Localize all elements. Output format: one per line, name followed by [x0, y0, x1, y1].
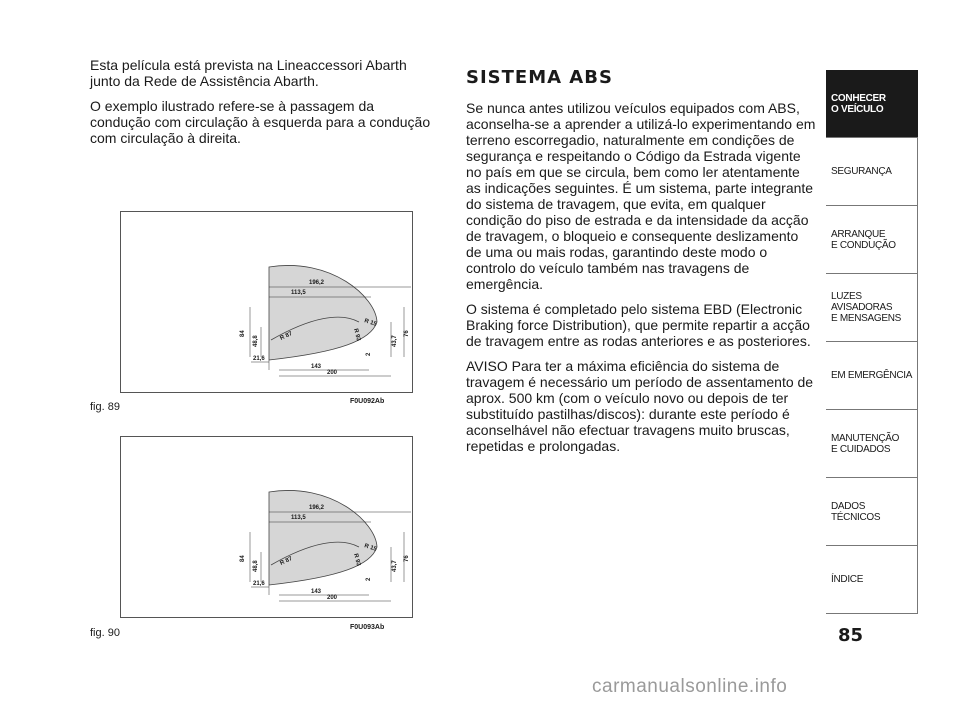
tab-em-emergencia[interactable] — [826, 342, 918, 410]
chapter-sidebar — [826, 70, 918, 614]
tab-dados-tecnicos[interactable] — [826, 478, 918, 546]
dim-196: 196,2 — [309, 280, 325, 286]
dim-143: 143 — [311, 364, 322, 370]
abs-section — [466, 67, 816, 463]
dim-76: 76 — [404, 555, 410, 562]
intro-paragraph-1: Esta película está prevista na Lineaccessori Abarth junto da Rede de Assistência Abarth. — [90, 57, 407, 89]
abs-paragraph-3: AVISO Para ter a máxima eficiência do sistema de travagem é necessário um período de assentamento de aprox. 500 km (com o veículo novo ou depois de ter substituído pastilhas/discos): durante este período é aconselhável não efectuar travagens muito bruscas, repetidas e prolongadas. — [466, 358, 814, 454]
page-number: 85 — [838, 625, 864, 646]
dim-r93: R 93 — [352, 552, 362, 567]
dim-r15: R 15 — [363, 318, 378, 328]
dim-196: 196,2 — [309, 505, 325, 511]
dim-84: 84 — [240, 330, 246, 337]
dim-48: 48,8 — [253, 560, 259, 572]
watermark: carmanualsonline.info — [592, 676, 788, 697]
tab-label: EM EMERGÊNCIA — [831, 370, 913, 381]
dim-2: 2 — [366, 352, 372, 356]
dim-84: 84 — [240, 555, 246, 562]
dim-76: 76 — [404, 330, 410, 337]
tab-arranque-e-conducao[interactable] — [826, 206, 918, 274]
intro-text — [90, 57, 438, 155]
dim-r93: R 93 — [352, 327, 362, 342]
dim-r87: R 87 — [279, 331, 294, 342]
dim-21: 21,6 — [253, 581, 265, 587]
dim-43: 43,7 — [392, 560, 398, 572]
tab-label: DADOS TÉCNICOS — [831, 500, 881, 523]
tab-label: MANUTENÇÃO E CUIDADOS — [831, 432, 900, 455]
abs-paragraph-2: O sistema é completado pelo sistema EBD (Electronic Braking force Distribution), que permite repartir a acção de travagem entre as rodas anteriores e as posteriores. — [466, 301, 811, 349]
tab-label: SEGURANÇA — [831, 166, 892, 177]
section-title: SISTEMA ABS — [466, 67, 613, 88]
dim-48: 48,8 — [253, 335, 259, 347]
abs-paragraph-1: Se nunca antes utilizou veículos equipados com ABS, aconselha-se a aprender a utilizá-lo experimentando em terreno escorregadio, naturalmente em condições de segurança e respeitando o Código da Estrada vigente no país em que se circula, bem como ler atentamente as indicações seguintes. É um sistema, parte integrante do sistema de travagem, que evita, em qualquer condição do piso de estrada e da intensidade da acção de travagem, o bloqueio e consequente deslizamento de uma ou mais rodas, garantindo deste modo o controlo do veículo também nas travagens de emergência. — [466, 100, 816, 292]
tab-label: ÍNDICE — [831, 574, 864, 585]
dim-200: 200 — [327, 595, 338, 601]
headlight-beam-diagram-90 — [121, 437, 412, 617]
figure-90-caption: fig. 90 — [90, 627, 120, 639]
figure-90-diagram — [120, 436, 413, 618]
tab-manutencao[interactable] — [826, 410, 918, 478]
dim-2: 2 — [366, 577, 372, 581]
figure-89-caption: fig. 89 — [90, 401, 120, 413]
dim-21: 21,6 — [253, 356, 265, 362]
dim-r15: R 15 — [363, 543, 378, 553]
intro-paragraph-2: O exemplo ilustrado refere-se à passagem da condução com circulação à esquerda para a condução com circulação à direita. — [90, 98, 431, 146]
tab-conhecer-o-veiculo[interactable] — [826, 70, 918, 138]
dim-113: 113,5 — [291, 290, 306, 296]
tab-luzes-avisadoras[interactable] — [826, 274, 918, 342]
headlight-beam-diagram-89 — [121, 212, 412, 392]
tab-label: ARRANQUE E CONDUÇÃO — [831, 228, 896, 251]
tab-seguranca[interactable] — [826, 138, 918, 206]
dim-113: 113,5 — [291, 515, 306, 521]
figure-89-code: F0U092Ab — [350, 398, 385, 405]
dim-43: 43,7 — [392, 335, 398, 347]
dim-200: 200 — [327, 370, 338, 376]
tab-label: LUZES AVISADORAS E MENSAGENS — [831, 291, 902, 324]
dim-r87: R 87 — [279, 556, 294, 567]
dim-143: 143 — [311, 589, 322, 595]
figure-89-diagram — [120, 211, 413, 393]
tab-label: CONHECER O VEÍCULO — [831, 92, 886, 115]
tab-indice[interactable] — [826, 546, 918, 614]
figure-90-code: F0U093Ab — [350, 624, 385, 631]
